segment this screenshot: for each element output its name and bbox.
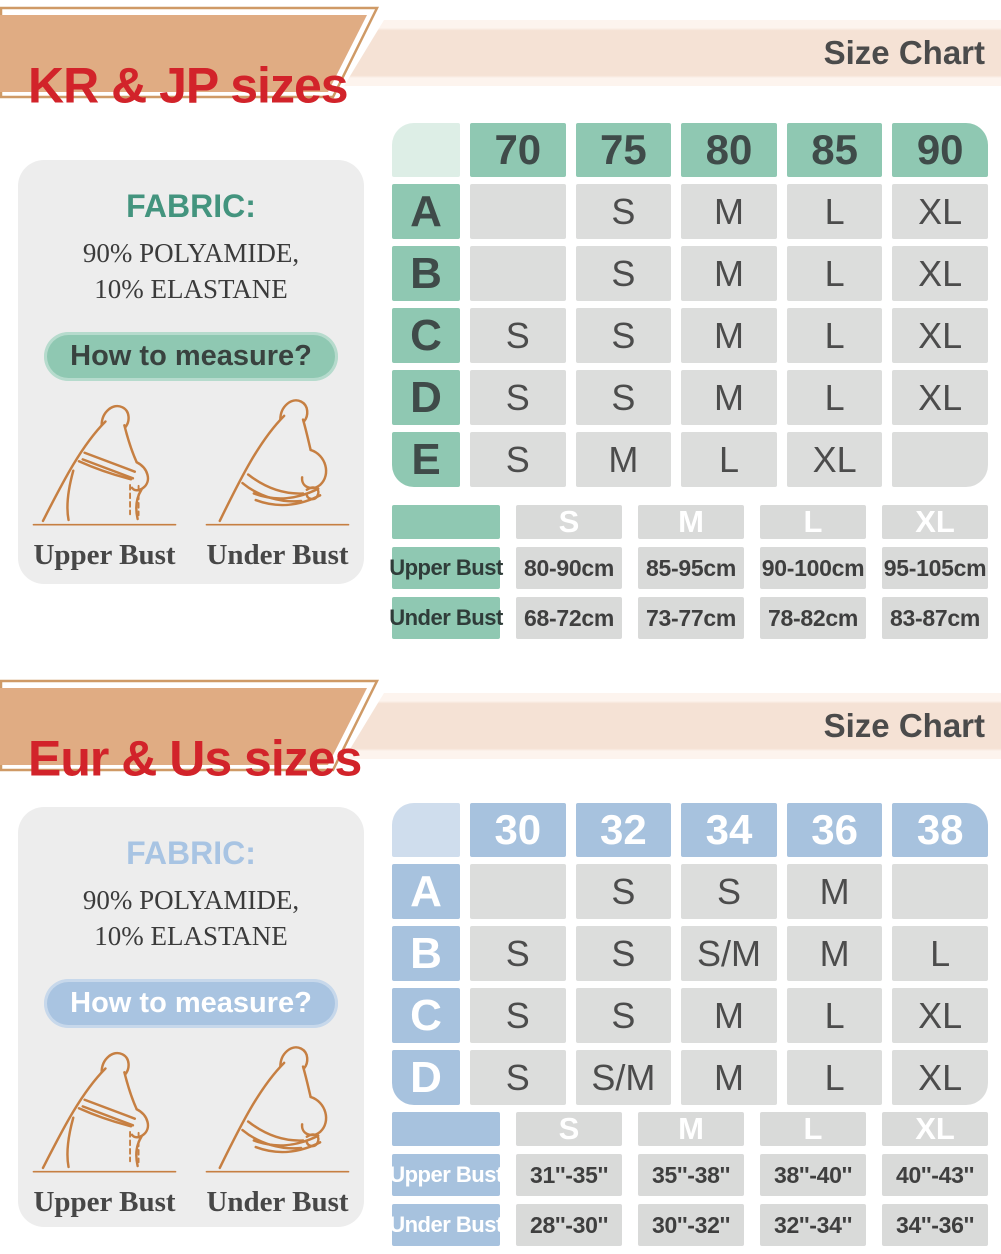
size-table <box>392 123 988 487</box>
size-cell: S <box>470 370 566 425</box>
measurement-cell: 83-87cm <box>882 597 988 639</box>
size-cell: XL <box>892 370 988 425</box>
column-header-cell: XL <box>882 505 988 539</box>
size-cell: S <box>576 926 672 981</box>
size-cell: M <box>681 1050 777 1105</box>
under-bust-figure-icon <box>191 395 364 537</box>
measurement-cell: 68-72cm <box>516 597 622 639</box>
fabric-info-card <box>18 807 364 1227</box>
size-cell: XL <box>892 184 988 239</box>
column-header-cell: 75 <box>576 123 672 177</box>
size-cell: M <box>681 308 777 363</box>
upper-bust-label: Upper Bust <box>33 538 176 571</box>
fabric-heading: FABRIC: <box>126 835 256 871</box>
how-to-measure-pill: How to measure? <box>44 332 338 381</box>
figure-labels <box>18 539 364 572</box>
measurement-cell: 85-95cm <box>638 547 744 589</box>
under-bust-label: Under Bust <box>206 1185 349 1218</box>
size-cell: M <box>681 184 777 239</box>
measurement-cell: 28''-30'' <box>516 1204 622 1246</box>
fabric-info-card <box>18 160 364 584</box>
size-cell <box>470 184 566 239</box>
size-cell: S <box>681 864 777 919</box>
size-cell: XL <box>892 308 988 363</box>
size-cell: S <box>576 988 672 1043</box>
column-header-cell: M <box>638 505 744 539</box>
fabric-composition-line: 90% POLYAMIDE, <box>82 238 300 268</box>
size-cell: XL <box>892 988 988 1043</box>
column-header-cell: 90 <box>892 123 988 177</box>
figure-labels <box>18 1186 364 1219</box>
size-cell: L <box>787 370 883 425</box>
size-cell: S <box>576 864 672 919</box>
upper-bust-figure-icon <box>18 1042 191 1184</box>
measurement-cell: 31''-35'' <box>516 1154 622 1196</box>
column-header-cell: 32 <box>576 803 672 857</box>
measurement-cell: 95-105cm <box>882 547 988 589</box>
row-label-cell: C <box>392 988 460 1043</box>
measurement-cell: 34''-36'' <box>882 1204 988 1246</box>
size-cell: S <box>470 988 566 1043</box>
table-corner-cell <box>392 803 460 857</box>
measurement-cell: 30''-32'' <box>638 1204 744 1246</box>
size-cell: S/M <box>681 926 777 981</box>
row-label-cell: A <box>392 864 460 919</box>
row-label-cell: D <box>392 370 460 425</box>
row-label-cell: Upper Bust <box>392 547 500 589</box>
size-cell: S/M <box>576 1050 672 1105</box>
size-cell: S <box>576 246 672 301</box>
size-cell: L <box>681 432 777 487</box>
row-label-cell: A <box>392 184 460 239</box>
size-chart-label: Size Chart <box>823 34 985 71</box>
size-cell <box>470 864 566 919</box>
measurement-cell: 90-100cm <box>760 547 866 589</box>
measurement-cell: 73-77cm <box>638 597 744 639</box>
column-header-cell: 85 <box>787 123 883 177</box>
size-cell: M <box>681 988 777 1043</box>
size-cell: M <box>681 246 777 301</box>
size-cell: L <box>787 988 883 1043</box>
size-cell: L <box>892 926 988 981</box>
column-header-cell: 38 <box>892 803 988 857</box>
size-cell <box>470 246 566 301</box>
size-cell: S <box>576 370 672 425</box>
row-label-cell: E <box>392 432 460 487</box>
size-cell: L <box>787 184 883 239</box>
size-cell: S <box>470 308 566 363</box>
size-cell: XL <box>787 432 883 487</box>
measurement-cell: 80-90cm <box>516 547 622 589</box>
size-cell: L <box>787 308 883 363</box>
table-corner-cell <box>392 1112 500 1146</box>
how-to-measure-pill: How to measure? <box>44 979 338 1028</box>
measurement-cell: 40''-43'' <box>882 1154 988 1196</box>
size-cell: S <box>470 432 566 487</box>
section-title: Eur & Us sizes <box>28 729 362 786</box>
measuring-figures <box>18 1042 364 1184</box>
measurement-cell: 38''-40'' <box>760 1154 866 1196</box>
column-header-cell: S <box>516 505 622 539</box>
measurement-cell: 78-82cm <box>760 597 866 639</box>
fabric-composition-line: 90% POLYAMIDE, <box>82 885 300 915</box>
table-corner-cell <box>392 505 500 539</box>
column-header-cell: 36 <box>787 803 883 857</box>
size-cell: XL <box>892 246 988 301</box>
size-cell: XL <box>892 1050 988 1105</box>
row-label-cell: Upper Bust <box>392 1154 500 1196</box>
size-cell <box>892 432 988 487</box>
section-title: KR & JP sizes <box>28 56 348 113</box>
column-header-cell: 34 <box>681 803 777 857</box>
column-header-cell: S <box>516 1112 622 1146</box>
fabric-composition-line: 10% ELASTANE <box>94 274 288 305</box>
size-cell: M <box>787 864 883 919</box>
size-cell: M <box>681 370 777 425</box>
size-table <box>392 803 988 1105</box>
fabric-heading: FABRIC: <box>126 188 256 224</box>
size-cell: S <box>576 184 672 239</box>
measurement-table <box>389 504 988 639</box>
row-label-cell: Under Bust <box>392 1204 500 1246</box>
measuring-figures <box>18 395 364 537</box>
column-header-cell: XL <box>882 1112 988 1146</box>
column-header-cell: L <box>760 1112 866 1146</box>
size-cell: M <box>787 926 883 981</box>
column-header-cell: L <box>760 505 866 539</box>
under-bust-figure-icon <box>191 1042 364 1184</box>
row-label-cell: B <box>392 246 460 301</box>
under-bust-label: Under Bust <box>206 538 349 571</box>
row-label-cell: C <box>392 308 460 363</box>
upper-bust-figure-icon <box>18 395 191 537</box>
column-header-cell: 30 <box>470 803 566 857</box>
table-corner-cell <box>392 123 460 177</box>
row-label-cell: D <box>392 1050 460 1105</box>
upper-bust-label: Upper Bust <box>33 1185 176 1218</box>
section-banner <box>0 678 1001 786</box>
size-cell: S <box>576 308 672 363</box>
size-cell: M <box>576 432 672 487</box>
column-header-cell: 70 <box>470 123 566 177</box>
size-cell: S <box>470 926 566 981</box>
section-banner <box>0 5 1001 113</box>
measurement-table <box>389 1111 988 1246</box>
size-cell <box>892 864 988 919</box>
measurement-cell: 35''-38'' <box>638 1154 744 1196</box>
fabric-composition-line: 10% ELASTANE <box>94 921 288 952</box>
row-label-cell: B <box>392 926 460 981</box>
row-label-cell: Under Bust <box>392 597 500 639</box>
measurement-cell: 32''-34'' <box>760 1204 866 1246</box>
size-cell: L <box>787 246 883 301</box>
size-cell: S <box>470 1050 566 1105</box>
column-header-cell: 80 <box>681 123 777 177</box>
size-chart-label: Size Chart <box>823 707 985 744</box>
size-cell: L <box>787 1050 883 1105</box>
column-header-cell: M <box>638 1112 744 1146</box>
